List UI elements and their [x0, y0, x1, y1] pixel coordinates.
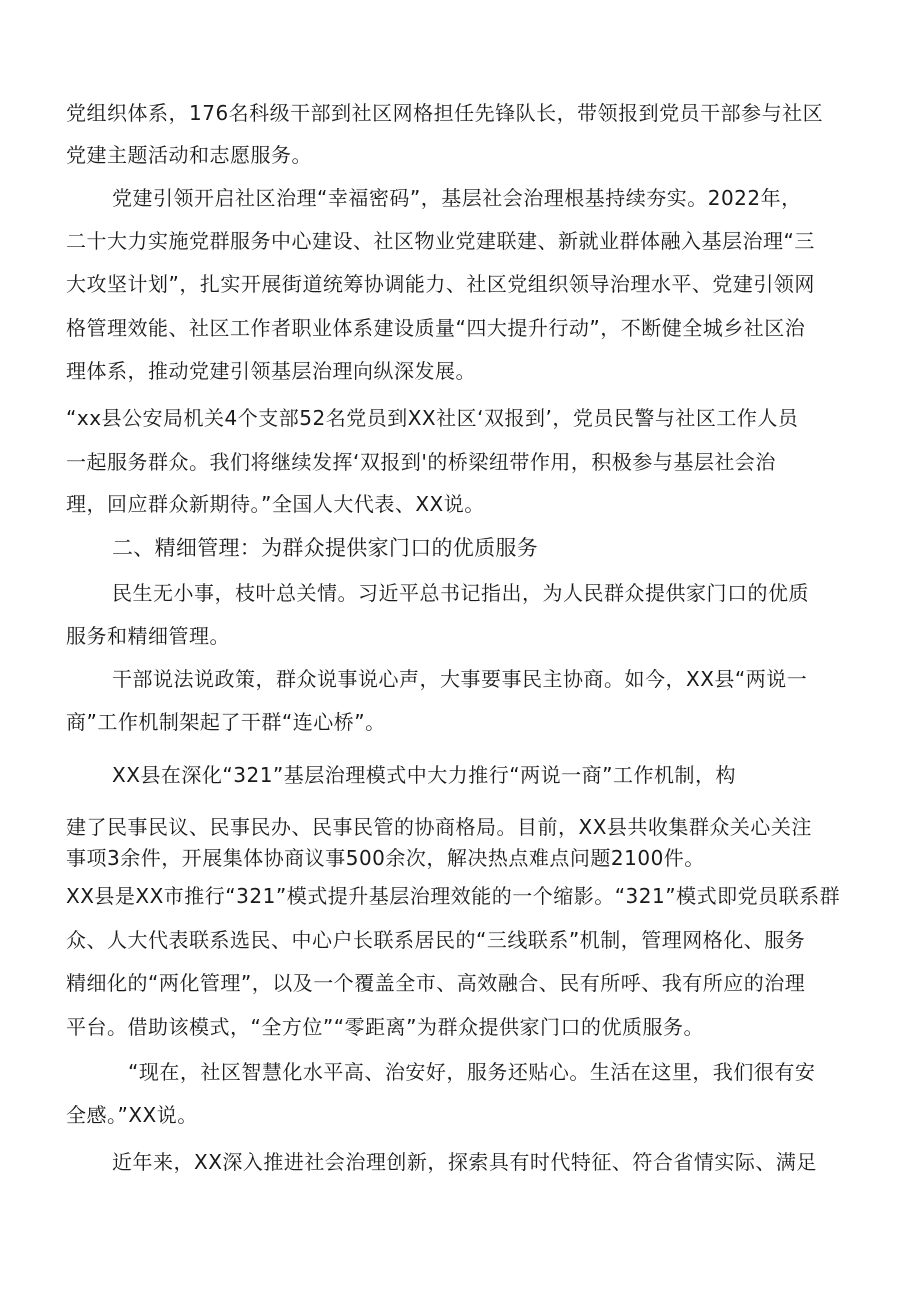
text-line: 平台。借助该模式，“全方位”“零距离”为群众提供家门口的优质服务。 [66, 1015, 704, 1039]
text-line: 精细化的“两化管理”，以及一个覆盖全市、高效融合、民有所呼、我有所应的治理 [66, 971, 806, 995]
text-line: 近年来，XX深入推进社会治理创新，探索具有时代特征、符合省情实际、满足 [112, 1150, 817, 1174]
text-line: “xx县公安局机关4个支部52名党员到XX社区‘双报到’，党员民警与社区工作人员 [66, 406, 799, 430]
text-line: 理体系，推动党建引领基层治理向纵深发展。 [66, 359, 476, 383]
text-line: 二十大力实施党群服务中心建设、社区物业党建联建、新就业群体融入基层治理“三 [66, 229, 815, 253]
text-line: 事项3余件，开展集体协商议事500余次，解决热点难点问题2100件。 [66, 846, 705, 870]
text-line: 民生无小事，枝叶总关情。习近平总书记指出，为人民群众提供家门口的优质 [112, 581, 809, 605]
text-line: 大攻坚计划”，扎实开展街道统筹协调能力、社区党组织领导治理水平、党建引领网 [66, 272, 815, 296]
text-line: 党建引领开启社区治理“幸福密码”，基层社会治理根基持续夯实。2022年， [112, 186, 802, 210]
text-line: 商”工作机制架起了干群“连心桥”。 [66, 710, 386, 734]
text-line: 众、人大代表联系选民、中心户长联系居民的“三线联系”机制，管理网格化、服务 [66, 928, 806, 952]
text-line: 理，回应群众新期待。”全国人大代表、XX说。 [66, 492, 485, 516]
text-line: 建了民事民议、民事民办、民事民管的协商格局。目前，XX县共收集群众关心关注 [66, 815, 812, 839]
text-line: “现在，社区智慧化水平高、治安好，服务还贴心。生活在这里，我们很有安 [128, 1060, 816, 1084]
text-line: XX县在深化“321”基层治理模式中大力推行“两说一商”工作机制，构 [112, 763, 737, 787]
text-line: 党建主题活动和志愿服务。 [66, 143, 312, 167]
text-line: 格管理效能、社区工作者职业体系建设质量“四大提升行动”，不断健全城乡社区治 [66, 316, 806, 340]
section-heading: 二、精细管理：为群众提供家门口的优质服务 [112, 536, 538, 560]
text-line: 全感。”XX说。 [66, 1103, 198, 1127]
text-line: 服务和精细管理。 [66, 624, 230, 648]
text-line: 干部说法说政策，群众说事说心声，大事要事民主协商。如今，XX县“两说一 [112, 667, 808, 691]
text-line: 党组织体系，176名科级干部到社区网格担任先锋队长，带领报到党员干部参与社区 [66, 101, 824, 125]
text-line: XX县是XX市推行“321”模式提升基层治理效能的一个缩影。“321”模式即党员联系群 [66, 884, 841, 908]
text-line: 一起服务群众。我们将继续发挥‘双报到'的桥梁纽带作用，积极参与基层社会治 [66, 450, 776, 474]
